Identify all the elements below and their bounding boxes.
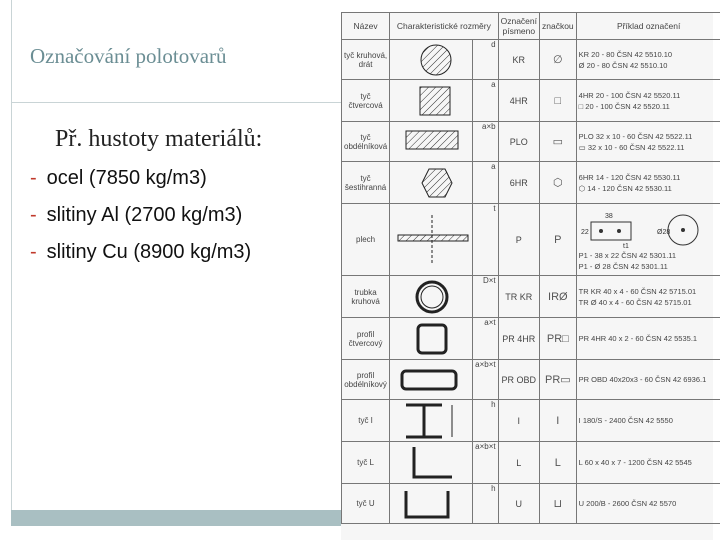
example-line: KR 20 - 80 ČSN 42 5510.10 bbox=[578, 49, 673, 59]
title-divider bbox=[11, 102, 341, 103]
row-mark-symbol: I bbox=[540, 400, 577, 442]
row-mark-letters: PLO bbox=[498, 122, 539, 162]
row-dimension: a×t bbox=[473, 318, 498, 360]
bullet-dash: - bbox=[30, 241, 37, 263]
example-line: L 60 x 40 x 7 - 1200 ČSN 42 5545 bbox=[578, 458, 692, 467]
row-mark-letters: PR 4HR bbox=[498, 318, 539, 360]
table-row bbox=[342, 442, 720, 484]
row-example bbox=[576, 360, 720, 400]
table-row bbox=[342, 484, 720, 524]
example-line: ⬡ 14 - 120 ČSN 42 5530.11 bbox=[578, 183, 672, 193]
example-line: ▭ 32 x 10 - 60 ČSN 42 5522.11 bbox=[578, 142, 685, 152]
semi-products-table bbox=[341, 12, 720, 524]
row-name: tyč šestihranná bbox=[342, 162, 390, 204]
example-line: PR OBD 40x20x3 - 60 ČSN 42 6936.1 bbox=[578, 375, 707, 384]
row-mark-letters: 4HR bbox=[498, 80, 539, 122]
bullet-item: - slitiny Cu (8900 kg/m3) bbox=[30, 241, 252, 263]
row-mark-symbol: L bbox=[540, 442, 577, 484]
row-dimension: a×b bbox=[473, 122, 498, 162]
example-line: 6HR 14 - 120 ČSN 42 5530.11 bbox=[578, 172, 681, 182]
bullet-list bbox=[30, 163, 251, 274]
profile-drawing bbox=[390, 400, 473, 442]
profile-drawing bbox=[390, 442, 473, 484]
bullet-dash: - bbox=[30, 167, 37, 189]
example-line: TR KR 40 x 4 - 60 ČSN 42 5715.01 bbox=[578, 286, 697, 296]
table-row bbox=[342, 122, 720, 162]
row-name: tyč I bbox=[342, 400, 390, 442]
example-line: I 180/S - 2400 ČSN 42 5550 bbox=[578, 416, 673, 425]
row-mark-letters: 6HR bbox=[498, 162, 539, 204]
row-name: tyč L bbox=[342, 442, 390, 484]
row-mark-symbol: ∅ bbox=[540, 40, 577, 80]
profile-drawing bbox=[390, 484, 473, 524]
row-example bbox=[576, 122, 720, 162]
row-example bbox=[576, 400, 720, 442]
example-line: U 200/B - 2600 ČSN 42 5570 bbox=[578, 499, 677, 508]
example-line: P1 - 38 x 22 ČSN 42 5301.11 bbox=[578, 250, 677, 260]
bullet-item: - ocel (7850 kg/m3) bbox=[30, 167, 207, 189]
row-mark-letters: TR KR bbox=[498, 276, 539, 318]
row-example bbox=[576, 204, 720, 276]
row-dimension: D×t bbox=[473, 276, 498, 318]
row-dimension: a bbox=[473, 162, 498, 204]
row-dimension: h bbox=[473, 484, 498, 524]
svg-text:38: 38 bbox=[604, 212, 613, 220]
row-dimension: h bbox=[473, 400, 498, 442]
profile-drawing bbox=[390, 276, 473, 318]
example-line: Ø 20 - 80 ČSN 42 5510.10 bbox=[578, 60, 668, 70]
row-dimension: t bbox=[473, 204, 498, 276]
profile-drawing bbox=[390, 204, 473, 276]
table-row bbox=[342, 400, 720, 442]
header-name: Název bbox=[342, 13, 390, 40]
row-mark-symbol: ⊔ bbox=[540, 484, 577, 524]
svg-text:Ø28: Ø28 bbox=[656, 228, 670, 236]
row-mark-symbol: ⬡ bbox=[540, 162, 577, 204]
row-mark-letters: KR bbox=[498, 40, 539, 80]
table-row bbox=[342, 80, 720, 122]
table-row bbox=[342, 162, 720, 204]
table-row bbox=[342, 204, 720, 276]
row-mark-symbol: IRØ bbox=[540, 276, 577, 318]
row-mark-symbol: P bbox=[540, 204, 577, 276]
header-mark-letters: Označení písmeno bbox=[498, 13, 539, 40]
profile-drawing bbox=[390, 80, 473, 122]
bullet-item: - slitiny Al (2700 kg/m3) bbox=[30, 204, 243, 226]
row-mark-symbol: PR□ bbox=[540, 318, 577, 360]
row-dimension: a×b×t bbox=[473, 442, 498, 484]
example-line: TR Ø 40 x 4 - 60 ČSN 42 5715.01 bbox=[578, 297, 692, 307]
row-example bbox=[576, 40, 720, 80]
table-row bbox=[342, 40, 720, 80]
example-line: 4HR 20 - 100 ČSN 42 5520.11 bbox=[578, 90, 681, 100]
row-dimension: a×b×t bbox=[473, 360, 498, 400]
example-line: PLO 32 x 10 - 60 ČSN 42 5522.11 bbox=[578, 131, 693, 141]
semi-products-table-image bbox=[341, 12, 713, 540]
row-example bbox=[576, 276, 720, 318]
example-line: □ 20 - 100 ČSN 42 5520.11 bbox=[578, 101, 670, 111]
profile-drawing bbox=[390, 360, 473, 400]
row-dimension: a bbox=[473, 80, 498, 122]
row-mark-letters: PR OBD bbox=[498, 360, 539, 400]
profile-drawing bbox=[390, 40, 473, 80]
row-mark-letters: I bbox=[498, 400, 539, 442]
example-line: PR 4HR 40 x 2 - 60 ČSN 42 5535.1 bbox=[578, 334, 698, 343]
row-mark-symbol: PR▭ bbox=[540, 360, 577, 400]
row-name: profil čtvercový bbox=[342, 318, 390, 360]
row-name: tyč U bbox=[342, 484, 390, 524]
row-name: tyč obdélníková bbox=[342, 122, 390, 162]
row-mark-symbol: □ bbox=[540, 80, 577, 122]
header-mark-symbol: značkou bbox=[540, 13, 577, 40]
bullet-dash: - bbox=[30, 204, 37, 226]
row-name: plech bbox=[342, 204, 390, 276]
row-name: profil obdélníkový bbox=[342, 360, 390, 400]
svg-text:t1: t1 bbox=[622, 242, 629, 250]
row-mark-letters: P bbox=[498, 204, 539, 276]
row-example bbox=[576, 80, 720, 122]
row-name: tyč kruhová, drát bbox=[342, 40, 390, 80]
slide-subtitle: Př. hustoty materiálů: bbox=[55, 126, 263, 152]
header-example: Příklad označení bbox=[576, 13, 720, 40]
row-name: tyč čtvercová bbox=[342, 80, 390, 122]
row-mark-letters: U bbox=[498, 484, 539, 524]
example-line: P1 - Ø 28 ČSN 42 5301.11 bbox=[578, 261, 668, 271]
row-example bbox=[576, 318, 720, 360]
profile-drawing bbox=[390, 122, 473, 162]
row-example bbox=[576, 162, 720, 204]
svg-text:22: 22 bbox=[580, 228, 589, 236]
table-row bbox=[342, 276, 720, 318]
row-mark-letters: L bbox=[498, 442, 539, 484]
row-example bbox=[576, 442, 720, 484]
row-example bbox=[576, 484, 720, 524]
row-mark-symbol: ▭ bbox=[540, 122, 577, 162]
table-row bbox=[342, 318, 720, 360]
slide-bottom-strip bbox=[11, 510, 341, 526]
row-name: trubka kruhová bbox=[342, 276, 390, 318]
profile-drawing bbox=[390, 318, 473, 360]
plech-sketch bbox=[579, 208, 719, 250]
header-dimensions: Charakteristické rozměry bbox=[390, 13, 498, 40]
slide-title: Označování polotovarů bbox=[30, 44, 227, 68]
profile-drawing bbox=[390, 162, 473, 204]
table-row bbox=[342, 360, 720, 400]
table-header-row bbox=[342, 13, 720, 40]
row-dimension: d bbox=[473, 40, 498, 80]
